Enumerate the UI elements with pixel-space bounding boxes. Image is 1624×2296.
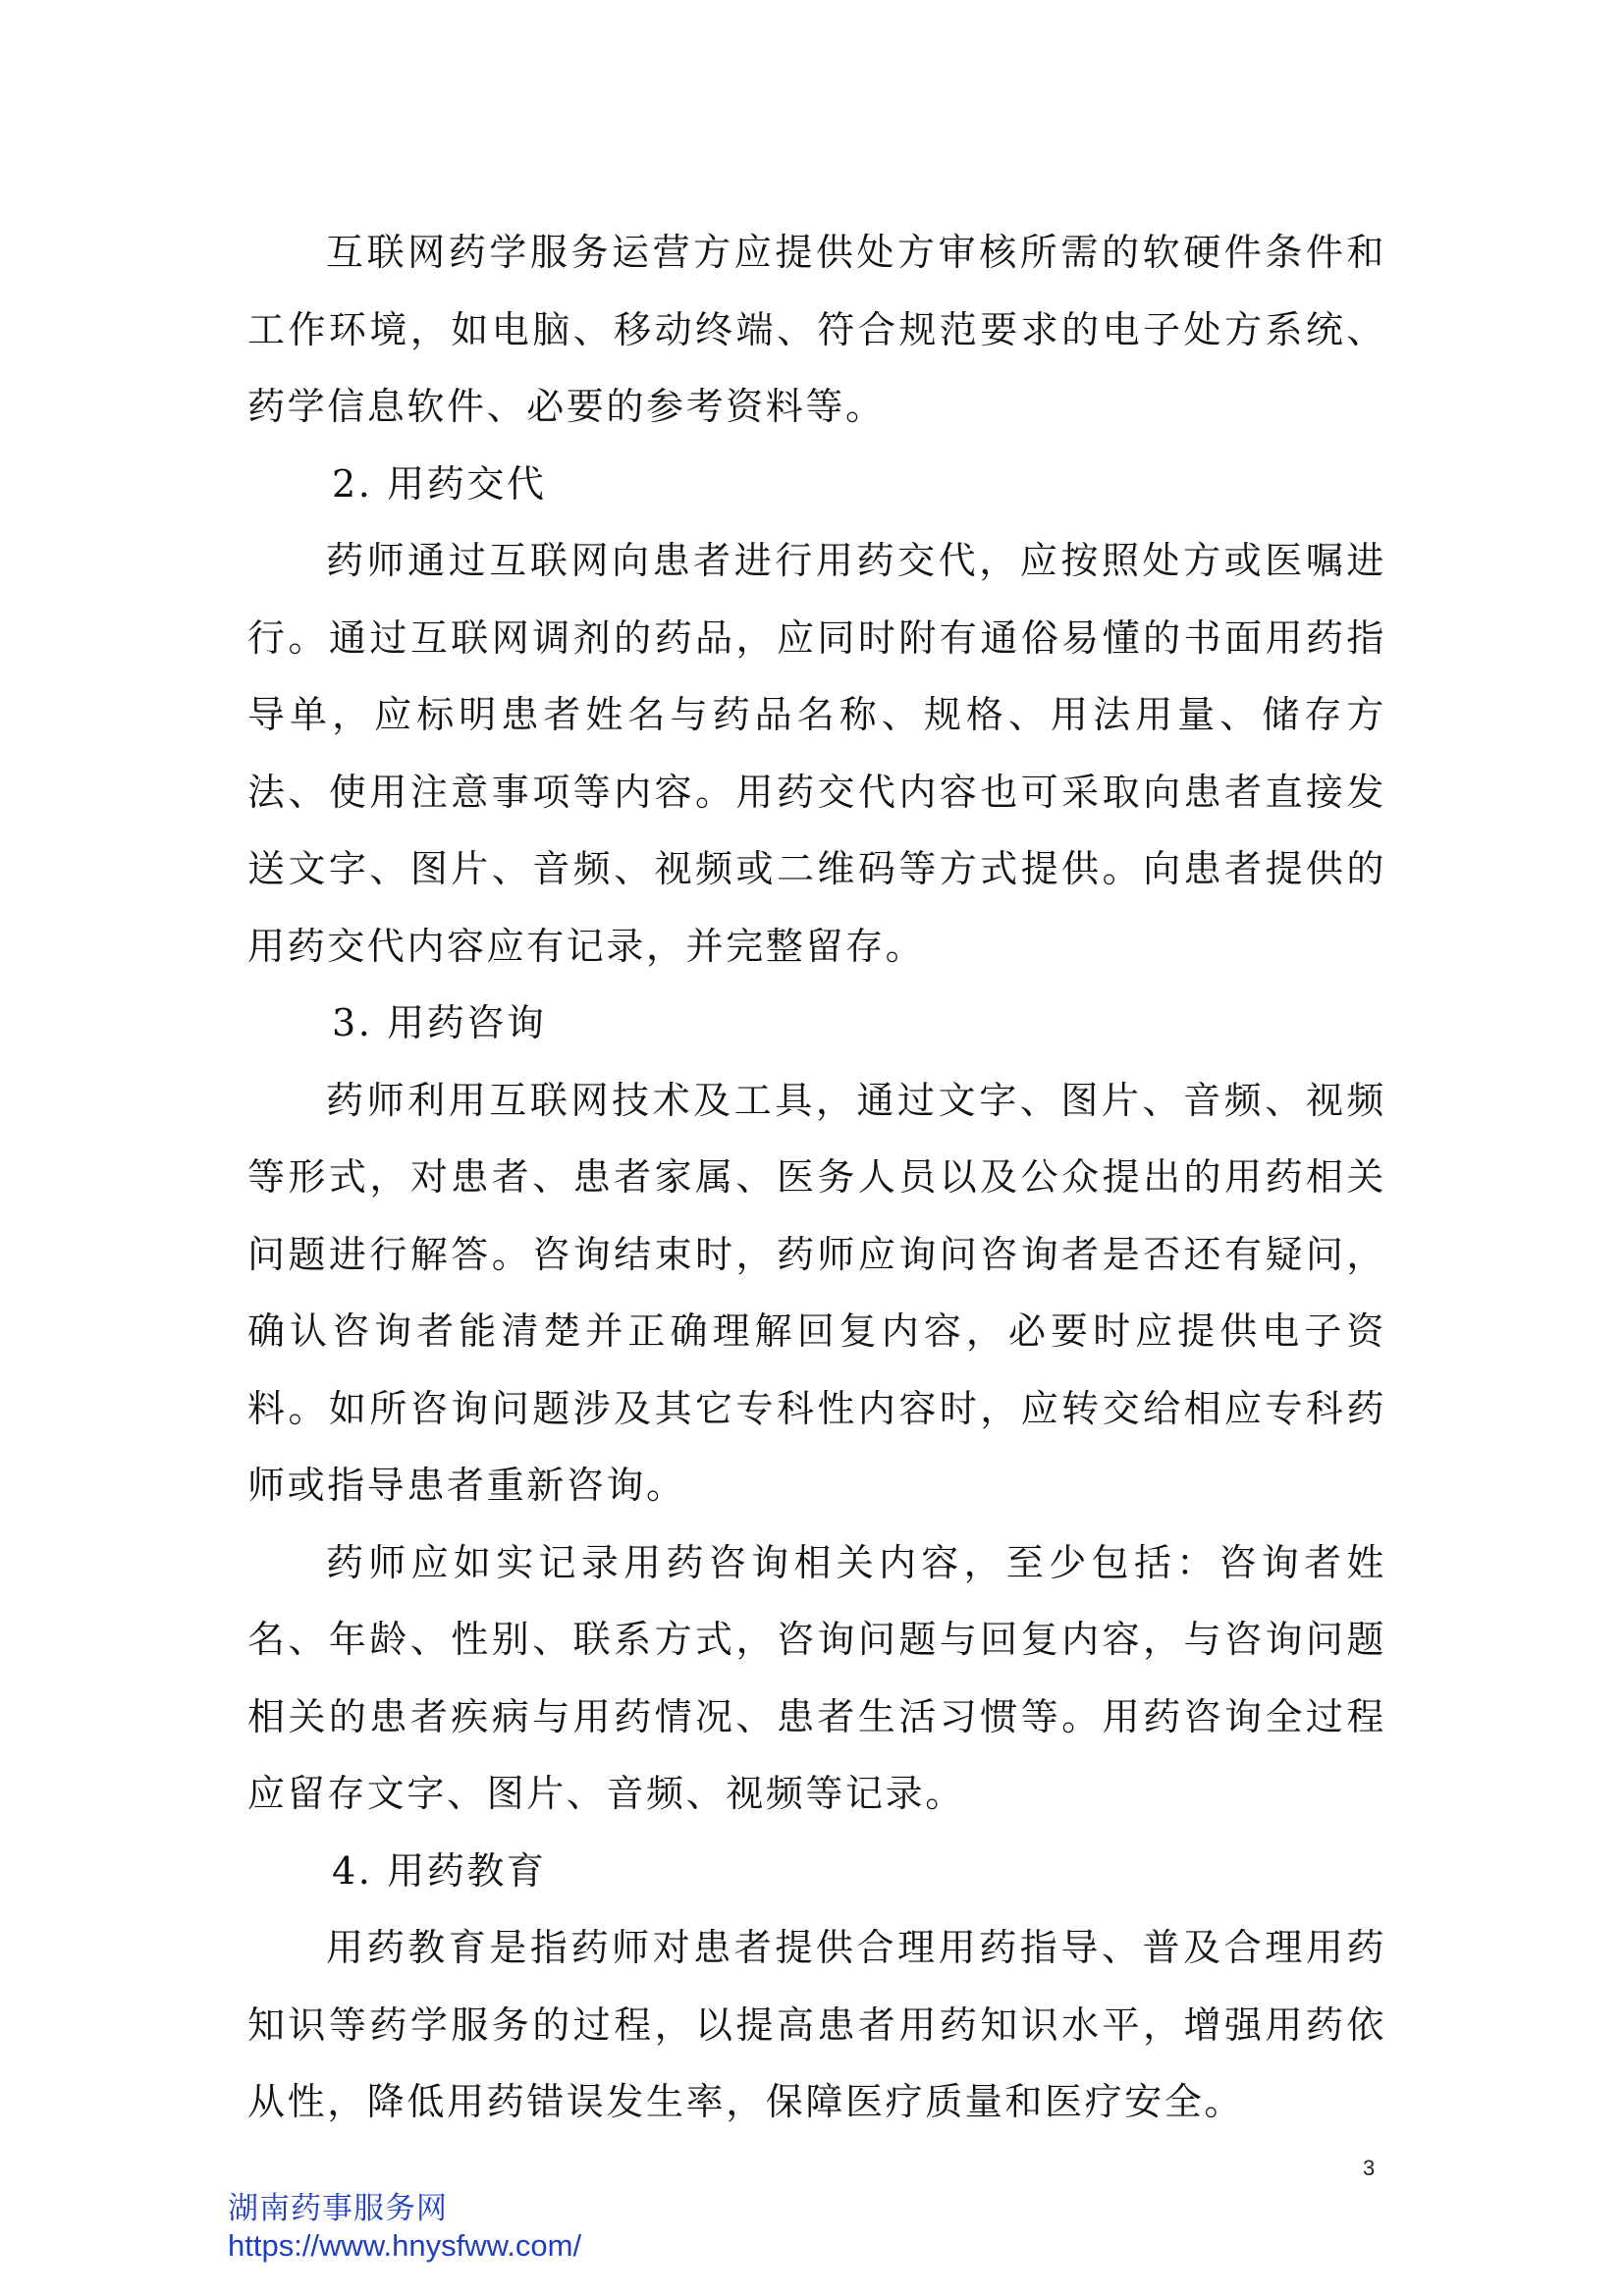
section-heading-medication-consultation: 3. 用药咨询	[332, 1001, 547, 1044]
paragraph-medication-education: 用药教育是指药师对患者提供合理用药指导、普及合理用药知识等药学服务的过程，以提高患者用药知识水平，增强用药依从性，降低用药错误发生率，保障医疗质量和医疗安全。	[247, 1926, 1386, 2123]
site-watermark	[228, 2189, 581, 2264]
section-heading-medication-education: 4. 用药教育	[332, 1848, 547, 1893]
watermark-site-name: 湖南药事服务网	[228, 2191, 448, 2226]
paragraph-hardware-requirements: 互联网药学服务运营方应提供处方审核所需的软硬件条件和工作环境，如电脑、移动终端、符合规范要求的电子处方系统、药学信息软件、必要的参考资料等。	[247, 231, 1386, 428]
paragraph-medication-consultation: 药师利用互联网技术及工具，通过文字、图片、音频、视频等形式，对患者、患者家属、医务人员以及公众提出的用药相关问题进行解答。咨询结束时，药师应询问咨询者是否还有疑问，确认咨询者能清楚并正确理解回复内容，必要时应提供电子资料。如所咨询问题涉及其它专科性内容时，应转交给相应专科药师或指导患者重新咨询。	[247, 1078, 1386, 1507]
watermark-site-url[interactable]: https://www.hnysfww.com/	[228, 2228, 582, 2263]
document-body	[247, 214, 1386, 2141]
page-number: 3	[1363, 2156, 1376, 2180]
section-heading-medication-instruction: 2. 用药交代	[332, 461, 547, 506]
paragraph-consultation-records: 药师应如实记录用药咨询相关内容，至少包括：咨询者姓名、年龄、性别、联系方式，咨询问题与回复内容，与咨询问题相关的患者疾病与用药情况、患者生活习惯等。用药咨询全过程应留存文字、图片、音频、视频等记录。	[247, 1540, 1386, 1815]
paragraph-medication-instruction: 药师通过互联网向患者进行用药交代，应按照处方或医嘱进行。通过互联网调剂的药品，应同时附有通俗易懂的书面用药指导单，应标明患者姓名与药品名称、规格、用法用量、储存方法、使用注意事项等内容。用药交代内容也可采取向患者直接发送文字、图片、音频、视频或二维码等方式提供。向患者提供的用药交代内容应有记录，并完整留存。	[247, 539, 1386, 968]
